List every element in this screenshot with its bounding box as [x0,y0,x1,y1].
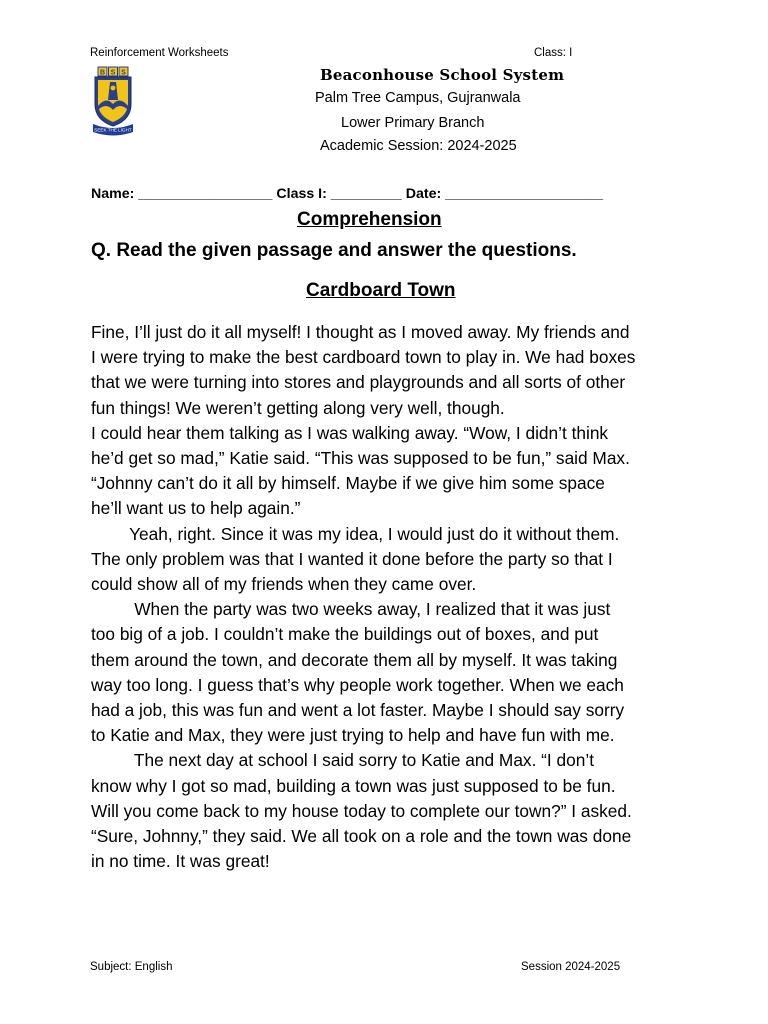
passage [91,320,691,874]
question-text: Q. Read the given passage and answer the questions. [91,240,577,261]
school-logo [92,66,134,136]
logo-letter-3: S [121,69,126,77]
passage-line: I were trying to make the best cardboard town to play in. We had boxes [91,347,636,368]
passage-line: When the party was two weeks away, I realized that it was just [91,599,611,620]
passage-line: I could hear them talking as I was walking away. “Wow, I didn’t think [91,422,609,443]
student-info-line: Name: _________________ Class I: _________ Date: ____________________ [91,186,603,202]
footer-session: Session 2024-2025 [521,961,621,973]
passage-line: fun things! We weren’t getting along very well, though. [91,397,505,418]
class-label: Class: I [534,47,573,59]
passage-line: to Katie and Max, they were just trying to help and have fun with me. [91,725,615,746]
branch-name: Lower Primary Branch [341,115,485,131]
passage-line: way too long. I guess that’s why people work together. When we each [91,674,624,695]
story-title: Cardboard Town [306,280,456,301]
passage-line: could show all of my friends when they came over. [91,574,477,595]
passage-line: The next day at school I said sorry to Katie and Max. “I don’t [91,750,595,771]
passage-line: know why I got so mad, building a town was just supposed to be fun. [91,775,616,796]
logo-letter-1: B [99,69,106,77]
footer-subject: Subject: English [90,961,173,973]
passage-line: he’ll want us to help again.” [91,498,301,519]
passage-line: “Johnny can’t do it all by himself. Maybe if we give him some space [91,473,605,494]
passage-line: had a job, this was fun and went a lot faster. Maybe I should say sorry [91,700,625,721]
campus-name: Palm Tree Campus, Gujranwala [315,90,521,106]
passage-line: Will you come back to my house today to complete our town?” I asked. [91,800,632,821]
school-name: Beaconhouse School System [320,66,565,84]
passage-line: in no time. It was great! [91,851,270,872]
academic-session: Academic Session: 2024-2025 [320,138,517,154]
passage-line: Yeah, right. Since it was my idea, I would just do it without them. [91,523,620,544]
header-left-label: Reinforcement Worksheets [90,47,229,59]
passage-line: The only problem was that I wanted it done before the party so that I [91,548,613,569]
passage-line: Fine, I’ll just do it all myself! I thought as I moved away. My friends and [91,322,630,342]
passage-line: that we were turning into stores and playgrounds and all sorts of other [91,372,626,393]
passage-line: “Sure, Johnny,” they said. We all took on a role and the town was done [91,826,632,847]
section-title: Comprehension [297,209,442,230]
logo-motto: SEEK THE LIGHT [94,127,132,133]
passage-line: too big of a job. I couldn’t make the buildings out of boxes, and put [91,624,599,645]
logo-letter-2: S [110,69,116,77]
passage-line: he’d get so mad,” Katie said. “This was supposed to be fun,” said Max. [91,448,630,469]
passage-line: them around the town, and decorate them all by myself. It was taking [91,649,618,670]
